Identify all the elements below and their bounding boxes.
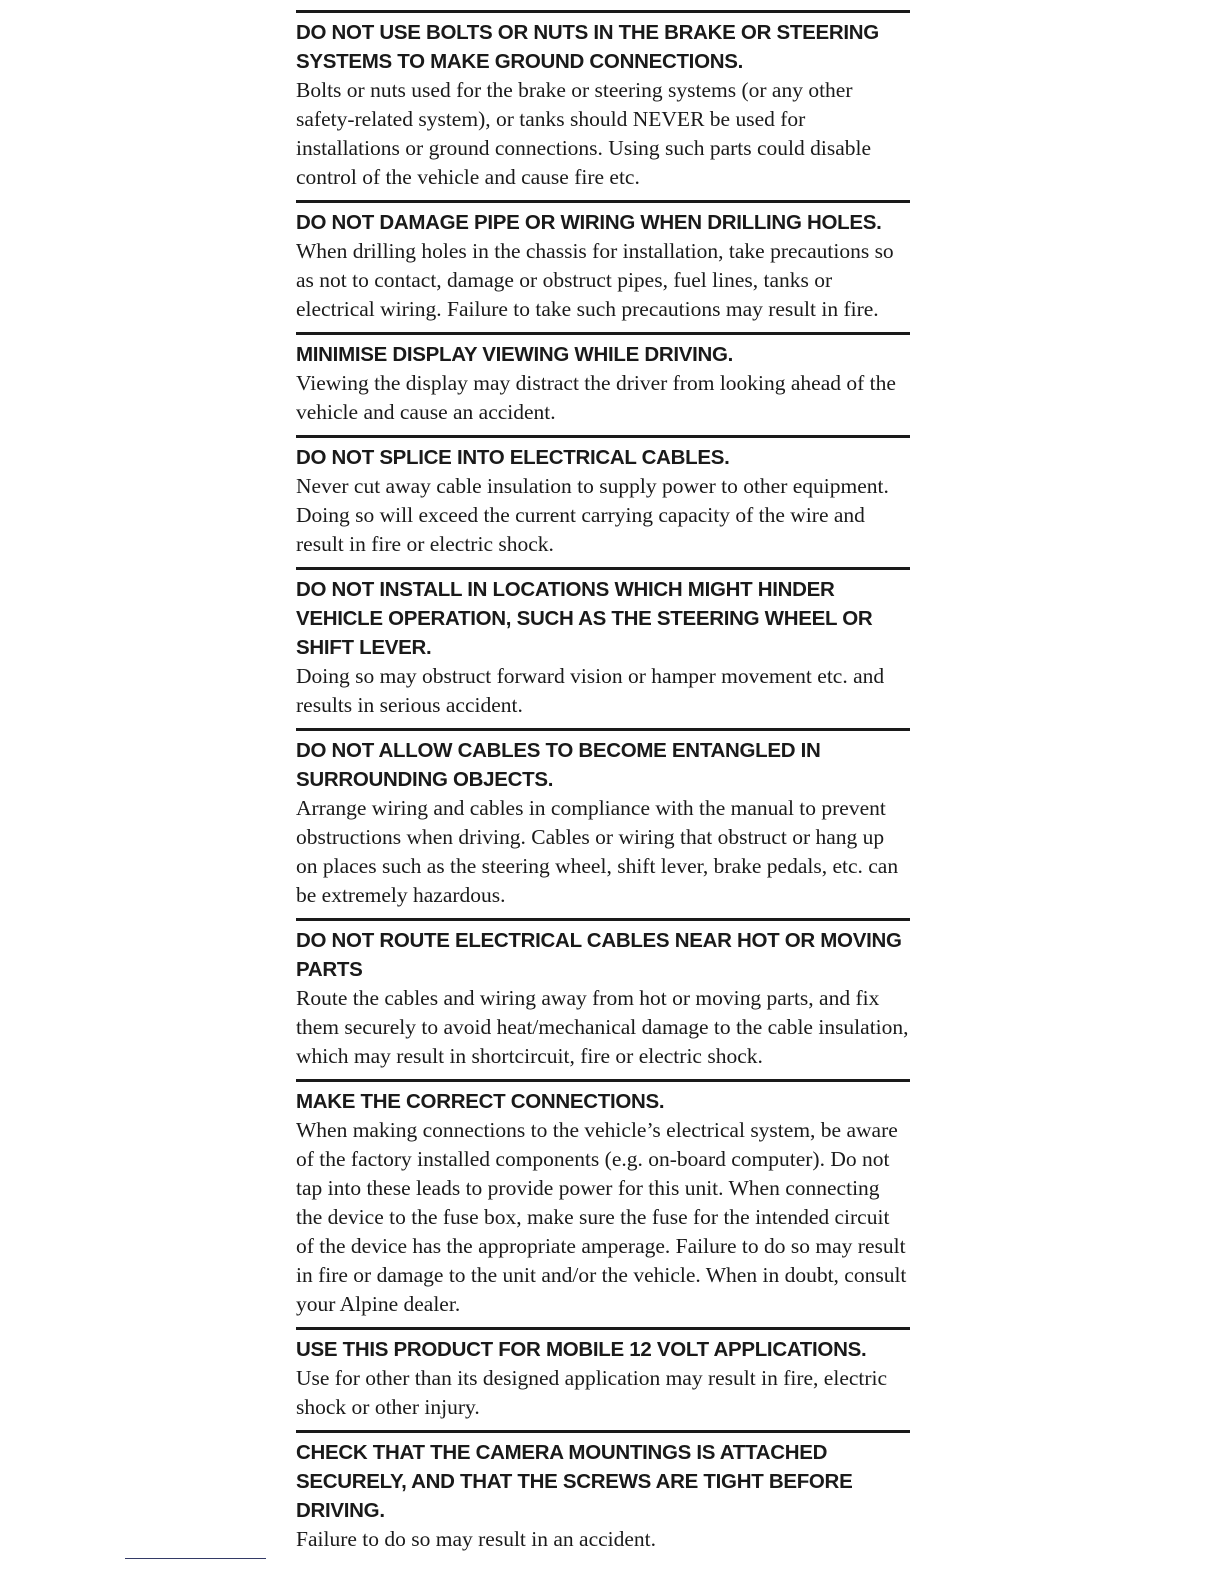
warning-section	[296, 10, 910, 200]
warning-body: Never cut away cable insulation to supply power to other equipment. Doing so will exceed the current carrying capacity of the wire and result in fire or electric shock.	[296, 474, 889, 556]
warning-section	[296, 1327, 910, 1430]
warnings-page	[296, 10, 910, 1562]
warning-heading: DO NOT ALLOW CABLES TO BECOME ENTANGLED IN SURROUNDING OBJECTS.	[296, 739, 821, 791]
warning-section	[296, 1430, 910, 1562]
warning-body: Bolts or nuts used for the brake or steering systems (or any other safety-related system), or tanks should NEVER be used for installations or ground connections. Using such parts could disable control of the vehicle and cause fire etc.	[296, 78, 872, 189]
warning-body: Viewing the display may distract the driver from looking ahead of the vehicle and cause an accident.	[296, 371, 896, 424]
warning-section	[296, 918, 910, 1079]
warning-heading: MINIMISE DISPLAY VIEWING WHILE DRIVING.	[296, 343, 734, 366]
warning-section	[296, 200, 910, 332]
warning-heading: DO NOT DAMAGE PIPE OR WIRING WHEN DRILLING HOLES.	[296, 211, 882, 234]
footnote-divider	[125, 1558, 266, 1559]
warning-section	[296, 435, 910, 567]
warning-heading: DO NOT INSTALL IN LOCATIONS WHICH MIGHT HINDER VEHICLE OPERATION, SUCH AS THE STEERING WHEEL OR SHIFT LEVER.	[296, 578, 873, 659]
warning-heading: MAKE THE CORRECT CONNECTIONS.	[296, 1090, 665, 1113]
warning-heading: USE THIS PRODUCT FOR MOBILE 12 VOLT APPLICATIONS.	[296, 1338, 867, 1361]
warning-section	[296, 332, 910, 435]
warning-heading: DO NOT ROUTE ELECTRICAL CABLES NEAR HOT OR MOVING PARTS	[296, 929, 902, 981]
warning-section	[296, 567, 910, 728]
warning-body: Arrange wiring and cables in compliance with the manual to prevent obstructions when driving. Cables or wiring that obstruct or hang up on places such as the steering wheel, shift lever, brake pedals, etc. can be extremely hazardous.	[296, 796, 899, 907]
warning-body: Failure to do so may result in an accident.	[296, 1527, 657, 1551]
warning-section	[296, 1079, 910, 1327]
warning-heading: DO NOT USE BOLTS OR NUTS IN THE BRAKE OR STEERING SYSTEMS TO MAKE GROUND CONNECTIONS.	[296, 21, 879, 73]
warning-body: When making connections to the vehicle’s electrical system, be aware of the factory installed components (e.g. on-board computer). Do not tap into these leads to provide power for this unit. When connecting the device to the fuse box, make sure the fuse for the intended circuit of the device has the appropriate amperage. Failure to do so may result in fire or damage to the unit and/or the vehicle. When in doubt, consult your Alpine dealer.	[296, 1118, 907, 1316]
warning-body: Route the cables and wiring away from hot or moving parts, and fix them securely to avoid heat/mechanical damage to the cable insulation, which may result in shortcircuit, fire or electric shock.	[296, 986, 909, 1068]
warning-section	[296, 728, 910, 918]
warning-heading: CHECK THAT THE CAMERA MOUNTINGS IS ATTACHED SECURELY, AND THAT THE SCREWS ARE TIGHT BEFORE DRIVING.	[296, 1441, 853, 1522]
warning-body: Doing so may obstruct forward vision or hamper movement etc. and results in serious accident.	[296, 664, 885, 717]
warning-heading: DO NOT SPLICE INTO ELECTRICAL CABLES.	[296, 446, 730, 469]
warning-body: When drilling holes in the chassis for installation, take precautions so as not to contact, damage or obstruct pipes, fuel lines, tanks or electrical wiring. Failure to take such precautions may result in fire.	[296, 239, 894, 321]
warning-body: Use for other than its designed application may result in fire, electric shock or other injury.	[296, 1366, 888, 1419]
